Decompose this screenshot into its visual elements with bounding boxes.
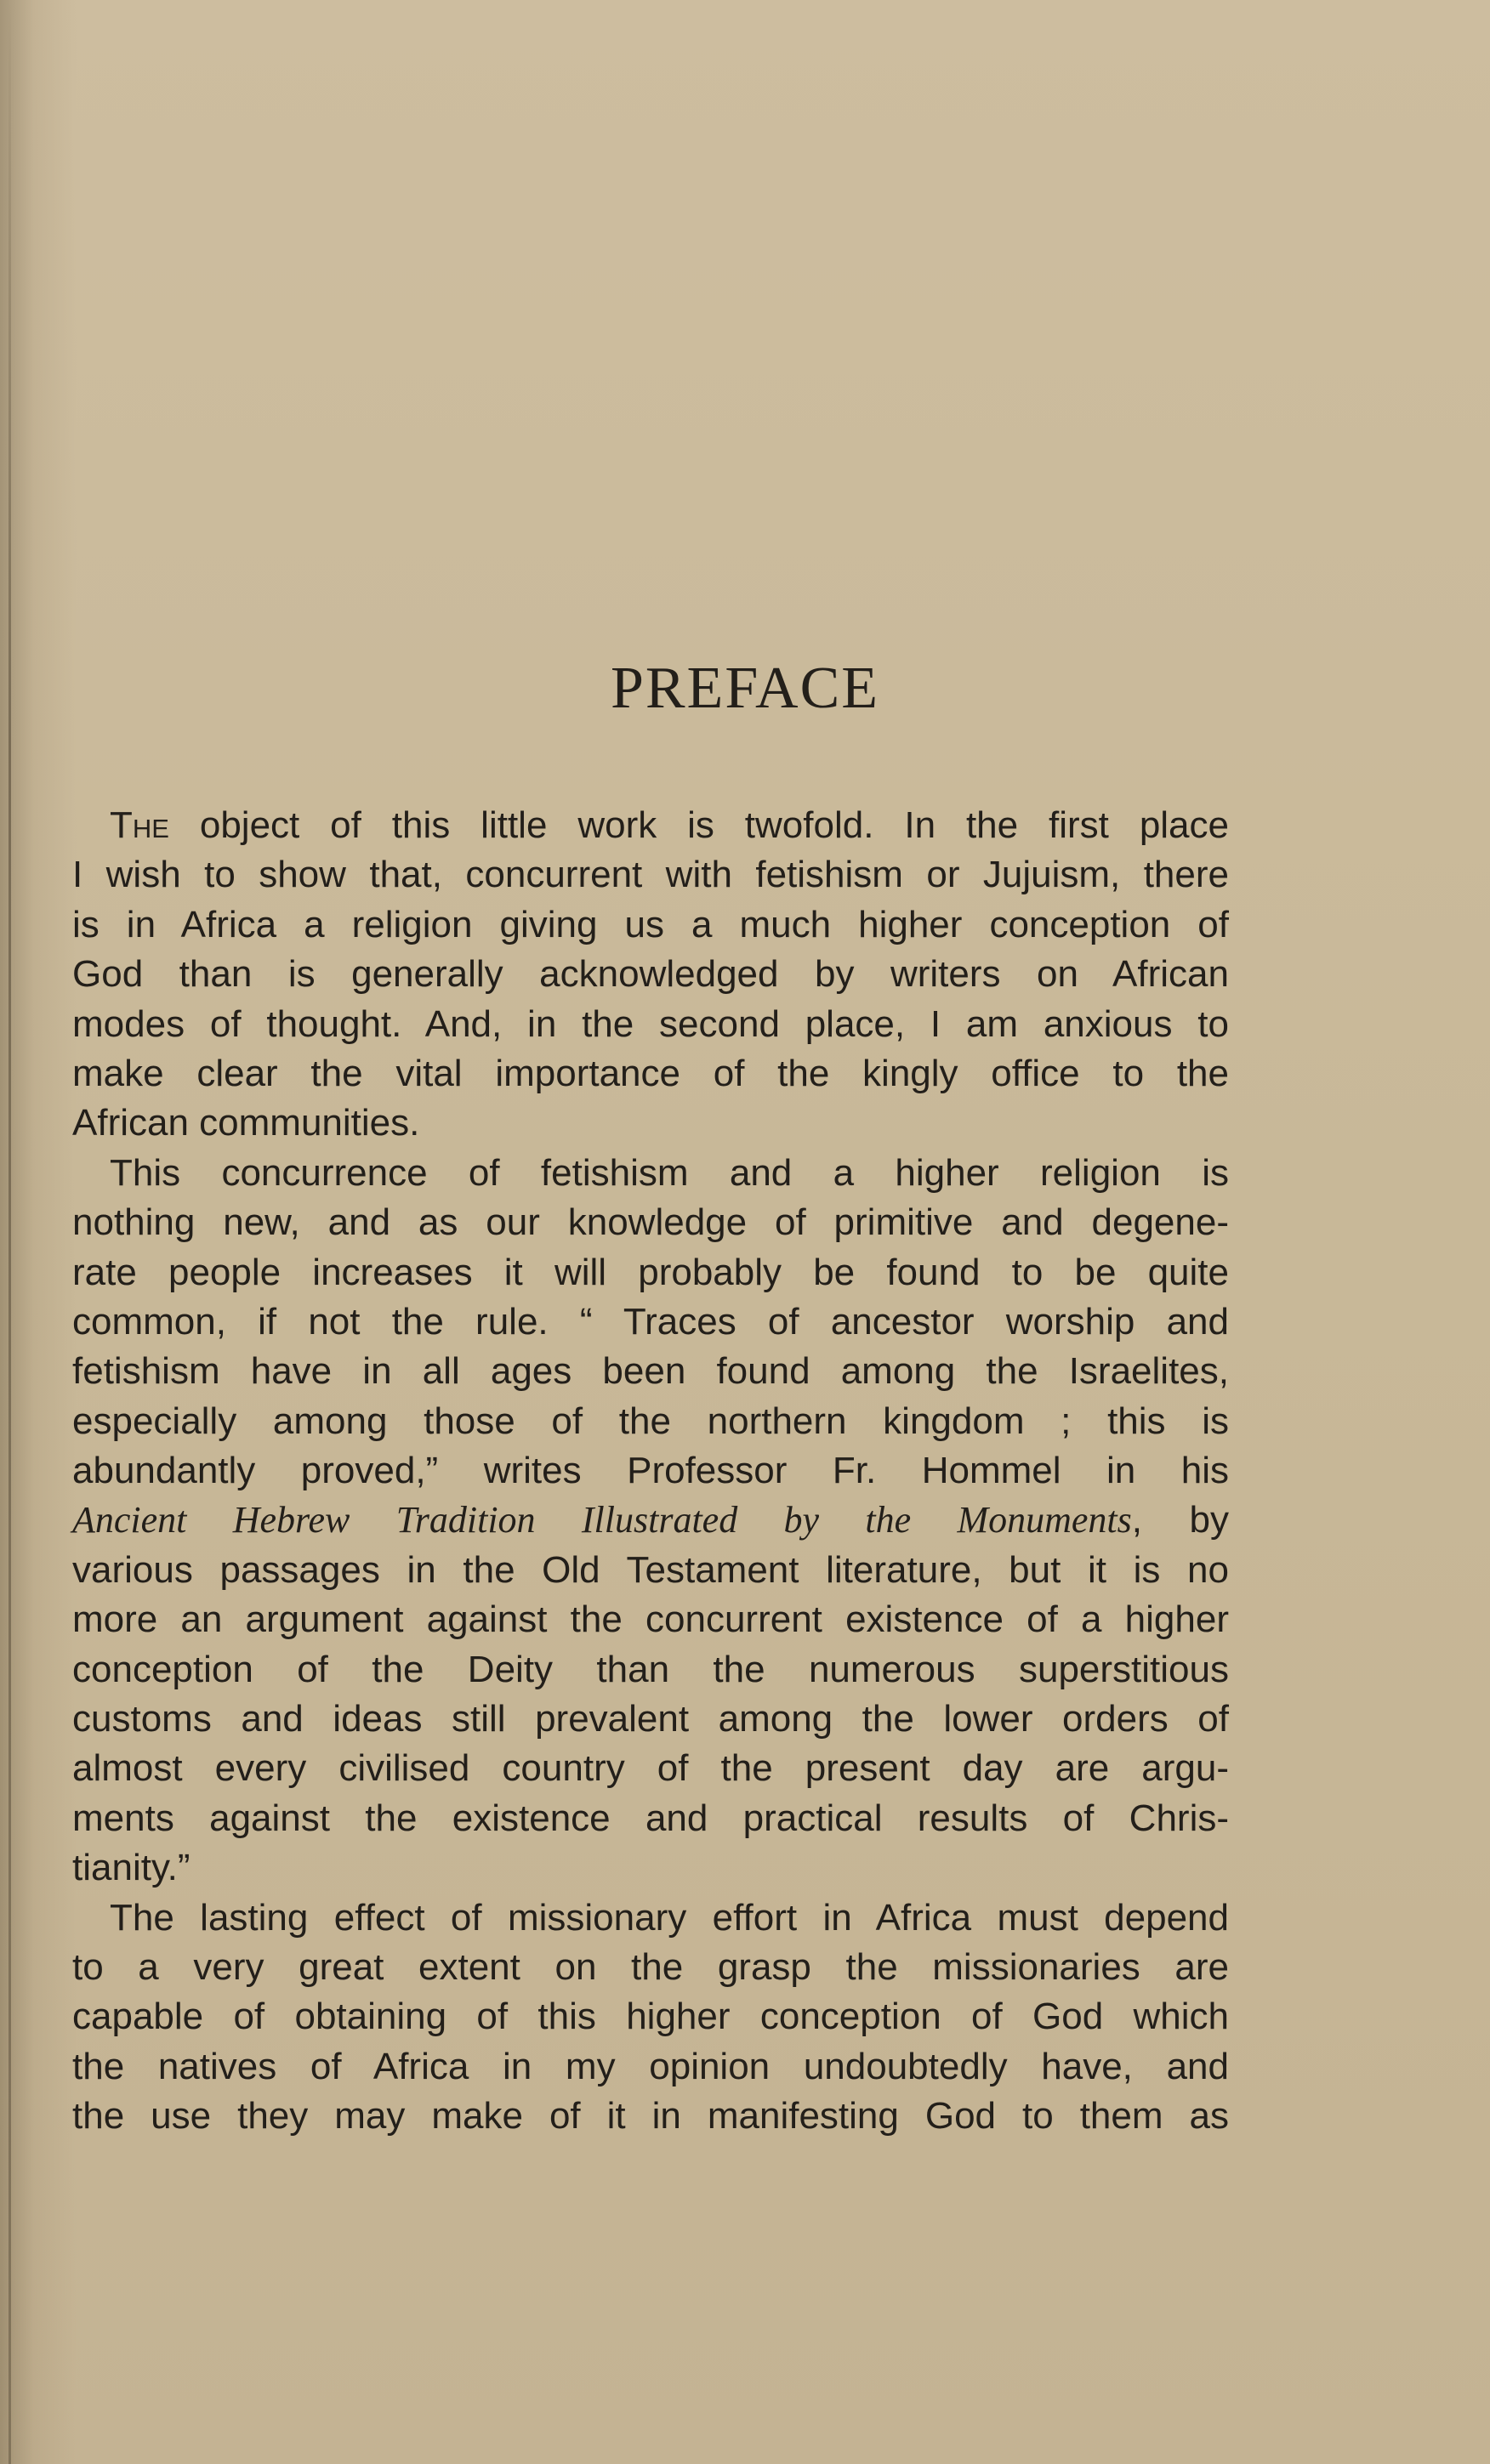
text-line <box>72 1446 1229 1496</box>
text-line <box>72 1198 1229 1247</box>
text-line <box>72 1546 1229 1595</box>
preface-body <box>72 801 1229 2142</box>
line-text: conception of the Deity than the numerous superstitious <box>72 1648 1229 1690</box>
line-text: rate people increases it will probably be found to be quite <box>72 1251 1229 1293</box>
line-text: various passages in the Old Testament literature, but it is no <box>72 1548 1229 1591</box>
text-line <box>72 1099 1229 1148</box>
text-line <box>72 1347 1229 1396</box>
line-text: African communities. <box>72 1102 420 1144</box>
line-text: abundantly proved,” writes Professor Fr. Hommel in his <box>72 1450 1229 1492</box>
line-text: God than is generally acknowledged by writers on African <box>72 953 1229 996</box>
line-text: is in Africa a religion giving us a much higher conception of <box>72 903 1229 945</box>
text-line <box>72 1149 1229 1198</box>
text-line <box>72 1496 1229 1545</box>
line-text: more an argument against the concurrent existence of a higher <box>72 1598 1229 1641</box>
line-text: capable of obtaining of this higher conception of God which <box>72 1996 1229 2038</box>
text-line <box>72 1000 1229 1049</box>
text-line <box>72 1893 1229 1943</box>
line-text: nothing new, and as our knowledge of primitive and degene- <box>72 1201 1229 1244</box>
text-line <box>72 1595 1229 1644</box>
line-text: make clear the vital importance of the kingly office to the <box>72 1052 1229 1094</box>
text-line <box>72 2042 1229 2092</box>
line-text: to a very great extent on the grasp the missionaries are <box>72 1945 1229 1988</box>
line-text: the natives of Africa in my opinion undoubtedly have, and <box>72 2045 1229 2087</box>
text-line <box>72 1744 1229 1793</box>
line-text: I wish to show that, concurrent with fetishism or Jujuism, there <box>72 854 1229 896</box>
binding-edge-shadow <box>9 0 11 2464</box>
text-line <box>72 1248 1229 1297</box>
line-text: the use they may make of it in manifesting God to them as <box>72 2095 1229 2138</box>
text-line <box>72 1943 1229 1992</box>
text-line <box>72 1645 1229 1695</box>
line-text: , by <box>1131 1499 1230 1541</box>
line-text: common, if not the rule. “ Traces of ancestor worship and <box>72 1300 1229 1343</box>
text-line <box>72 801 1229 850</box>
line-text: especially among those of the northern kingdom ; this is <box>72 1399 1229 1442</box>
text-line <box>72 1695 1229 1744</box>
line-text: almost every civilised country of the present day are argu- <box>72 1747 1229 1790</box>
line-text: tianity.” <box>72 1847 191 1889</box>
text-line <box>72 2092 1229 2141</box>
text-line <box>72 900 1229 950</box>
text-line <box>72 950 1229 999</box>
text-line <box>72 1843 1229 1893</box>
line-text: The lasting effect of missionary effort in Africa must depend <box>110 1896 1229 1939</box>
text-line <box>72 1297 1229 1347</box>
line-text: This concurrence of fetishism and a higher religion is <box>110 1151 1229 1194</box>
line-text: customs and ideas still prevalent among the lower orders of <box>72 1698 1229 1740</box>
text-line <box>72 1049 1229 1099</box>
page-title: PREFACE <box>610 656 880 721</box>
text-line <box>72 1794 1229 1843</box>
text-line <box>72 850 1229 900</box>
line-text: object of this little work is twofold. In the first place <box>168 804 1229 846</box>
line-text: fetishism have in all ages been found among the Israelites, <box>72 1350 1229 1393</box>
text-line <box>72 1992 1229 2041</box>
line-text: modes of thought. And, in the second place, I am anxious to <box>72 1002 1229 1045</box>
line-text: ments against the existence and practical results of Chris- <box>72 1797 1229 1839</box>
lead-word: The <box>110 804 169 846</box>
book-title-citation: Ancient Hebrew Tradition Illustrated by the Monuments <box>72 1499 1132 1541</box>
text-line <box>72 1397 1229 1446</box>
